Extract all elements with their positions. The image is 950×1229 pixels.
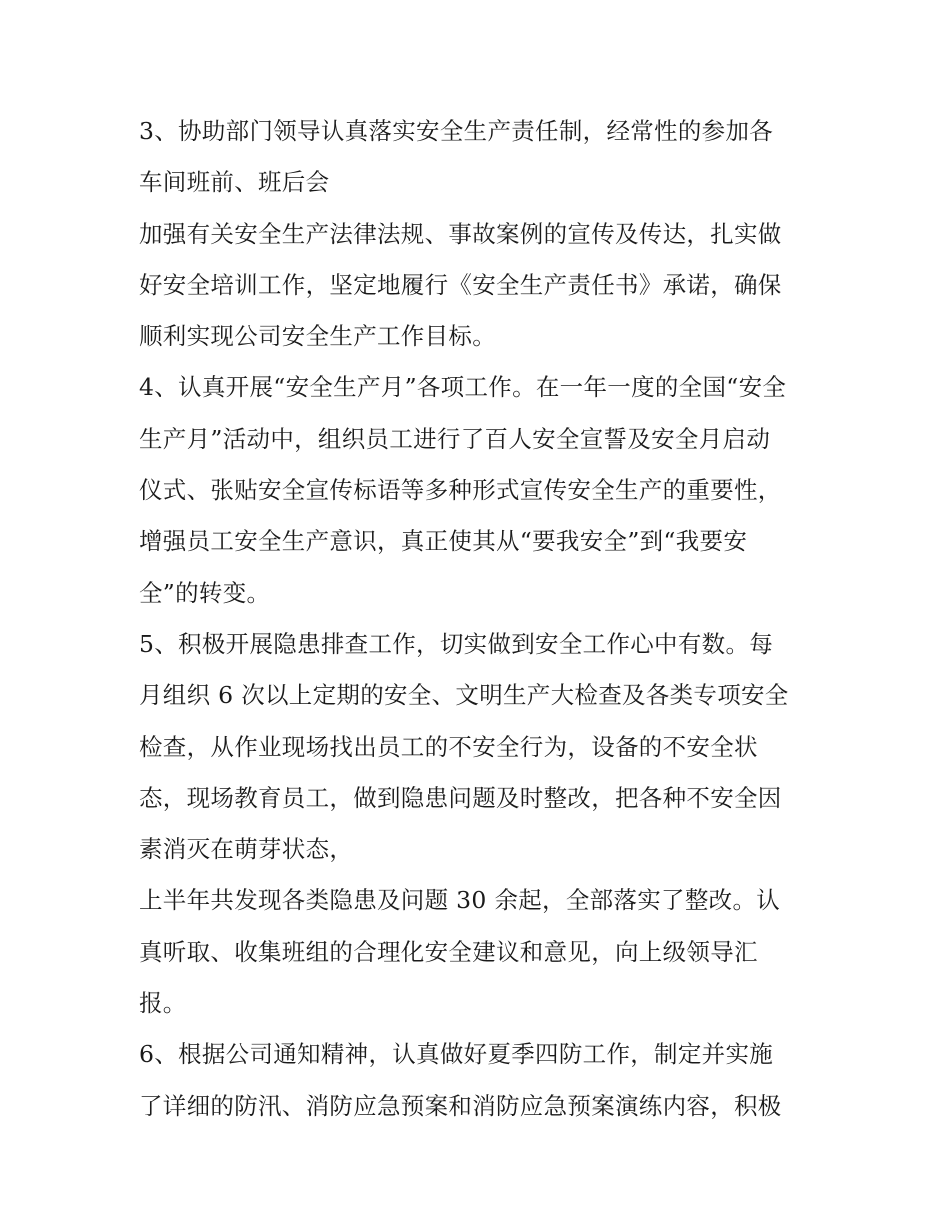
text-line: 态，现场教育员工，做到隐患问题及时整改，把各种不安全因: [139, 783, 782, 812]
document-body: [139, 106, 829, 1132]
text-line: 仪式、张贴安全宣传标语等多种形式宣传安全生产的重要性，: [139, 476, 782, 505]
text-line: 生产月”活动中，组织员工进行了百人安全宣誓及安全月启动: [139, 424, 771, 453]
text-line: 上半年共发现各类隐患及问题 30 余起，全部落实了整改。认: [139, 886, 781, 915]
text-line: 素消灭在萌芽状态，: [139, 835, 354, 864]
text-line: 顺利实现公司安全生产工作目标。: [139, 322, 496, 351]
text-line: 加强有关安全生产法律法规、事故案例的宣传及传达，扎实做: [139, 219, 782, 248]
text-line: 真听取、收集班组的合理化安全建议和意见，向上级领导汇: [139, 937, 758, 966]
text-line: 增强员工安全生产意识，真正使其从“要我安全”到“我要安: [139, 527, 748, 556]
text-line: 全”的转变。: [139, 578, 271, 607]
text-line: 报。: [139, 989, 187, 1018]
text-line: 了详细的防汛、消防应急预案和消防应急预案演练内容，积极: [139, 1091, 782, 1120]
text-line: 6、根据公司通知精神，认真做好夏季四防工作，制定并实施: [139, 1040, 774, 1069]
text-line: 检查，从作业现场找出员工的不安全行为，设备的不安全状: [139, 732, 758, 761]
text-line: 月组织 6 次以上定期的安全、文明生产大检查及各类专项安全: [139, 681, 789, 710]
text-line: 5、积极开展隐患排查工作，切实做到安全工作心中有数。每: [139, 629, 774, 658]
text-line: 好安全培训工作，坚定地履行《安全生产责任书》承诺，确保: [139, 270, 782, 299]
text-line: 4、认真开展“安全生产月”各项工作。在一年一度的全国“安全: [139, 373, 787, 402]
text-line: 车间班前、班后会: [139, 168, 330, 197]
text-line: 3、协助部门领导认真落实安全生产责任制，经常性的参加各: [139, 117, 774, 145]
